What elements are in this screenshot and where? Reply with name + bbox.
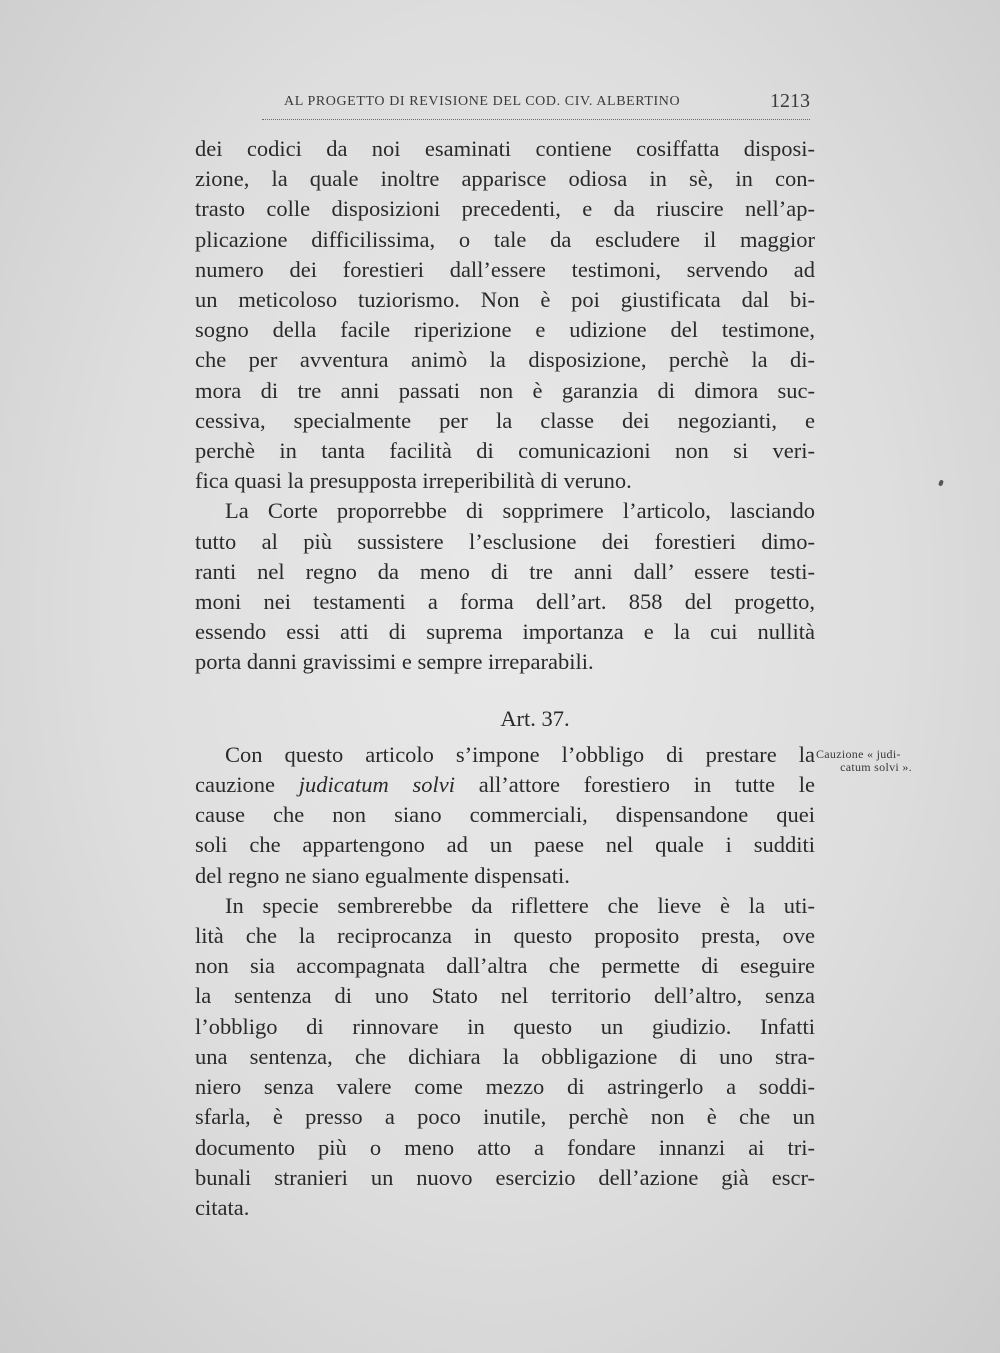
text-line: non sia accompagnata dall’altra che permette di eseguire bbox=[195, 953, 815, 979]
text-line: numero dei forestieri dall’essere testimoni, servendo ad bbox=[195, 256, 815, 282]
text-line: niero senza valere come mezzo di astringerlo a soddi- bbox=[195, 1074, 815, 1100]
text-line: perchè in tanta facilità di comunicazioni non si veri- bbox=[195, 438, 815, 464]
text-line: La Corte proporrebbe di sopprimere l’articolo, lasciando bbox=[225, 498, 815, 524]
text-line: mora di tre anni passati non è garanzia di dimora suc- bbox=[195, 377, 815, 403]
text-line: fica quasi la presupposta irreperibilità di veruno. bbox=[195, 468, 632, 494]
margin-note-line: catum solvi ». bbox=[840, 760, 912, 774]
paragraph-3 bbox=[195, 740, 815, 891]
paragraph-4 bbox=[195, 891, 815, 1223]
text-line: trasto colle disposizioni precedenti, e da riuscire nell’ap- bbox=[195, 196, 815, 222]
text-line: dei codici da noi esaminati contiene cosiffatta disposi- bbox=[195, 136, 815, 161]
text-line: la sentenza di uno Stato nel territorio dell’altro, senza bbox=[195, 983, 815, 1009]
paragraph-1 bbox=[195, 134, 815, 496]
text-line: citata. bbox=[195, 1194, 250, 1220]
text-line: ranti nel regno da meno di tre anni dall’ essere testi- bbox=[195, 558, 815, 584]
text-segment: cauzione bbox=[195, 772, 299, 798]
text-line: sfarla, è presso a poco inutile, perchè non è che un bbox=[195, 1104, 815, 1130]
text-line: soli che appartengono ad un paese nel quale i sudditi bbox=[195, 832, 815, 858]
text-line: un meticoloso tuziorismo. Non è poi giustificata dal bi- bbox=[195, 287, 815, 313]
text-line: In specie sembrerebbe da riflettere che lieve è la uti- bbox=[225, 892, 815, 918]
body-text bbox=[195, 134, 815, 1223]
text-line: porta danni gravissimi e sempre irreparabili. bbox=[195, 649, 594, 675]
article-heading: Art. 37. bbox=[500, 705, 570, 731]
text-line: essendo essi atti di suprema importanza e la cui nullità bbox=[195, 619, 815, 645]
ink-speck bbox=[938, 479, 944, 486]
text-line-with-italic bbox=[195, 770, 815, 800]
text-line: cause che non siano commerciali, dispensandone quei bbox=[195, 802, 815, 828]
paragraph-2 bbox=[195, 496, 815, 677]
text-line: zione, la quale inoltre apparisce odiosa in sè, in con- bbox=[195, 166, 815, 192]
text-line: una sentenza, che dichiara la obbligazione di uno stra- bbox=[195, 1043, 815, 1069]
text-line: sogno della facile riperizione e udizione del testimone, bbox=[195, 317, 815, 343]
margin-note-line: Cauzione « judi- bbox=[816, 747, 901, 761]
text-line: tutto al più sussistere l’esclusione dei forestieri dimo- bbox=[195, 528, 815, 554]
margin-note bbox=[816, 748, 936, 774]
text-segment: all’attore forestiero in tutte le bbox=[455, 772, 816, 798]
text-line: Con questo articolo s’impone l’obbligo di prestare la bbox=[225, 741, 815, 767]
text-line: moni nei testamenti a forma dell’art. 858 del progetto, bbox=[195, 589, 815, 615]
text-line: bunali stranieri un nuovo esercizio dell’azione già escr- bbox=[195, 1164, 815, 1190]
text-line: plicazione difficilissima, o tale da escludere il maggior bbox=[195, 226, 815, 252]
header-rule bbox=[262, 119, 810, 120]
text-line: che per avventura animò la disposizione, perchè la di- bbox=[195, 347, 815, 373]
text-line: cessiva, specialmente per la classe dei negozianti, e bbox=[195, 407, 815, 433]
italic-phrase: judicatum solvi bbox=[298, 772, 455, 798]
text-line: del regno ne siano egualmente dispensati. bbox=[195, 862, 570, 888]
text-line: lità che la reciprocanza in questo proposito presta, ove bbox=[195, 923, 815, 949]
text-line: l’obbligo di rinnovare in questo un giudizio. Infatti bbox=[195, 1013, 815, 1039]
text-line: documento più o meno atto a fondare innanzi ai tri- bbox=[195, 1134, 815, 1160]
page-number: 1213 bbox=[770, 90, 810, 112]
running-head-title: AL PROGETTO DI REVISIONE DEL COD. CIV. ALBERTINO bbox=[284, 94, 681, 109]
